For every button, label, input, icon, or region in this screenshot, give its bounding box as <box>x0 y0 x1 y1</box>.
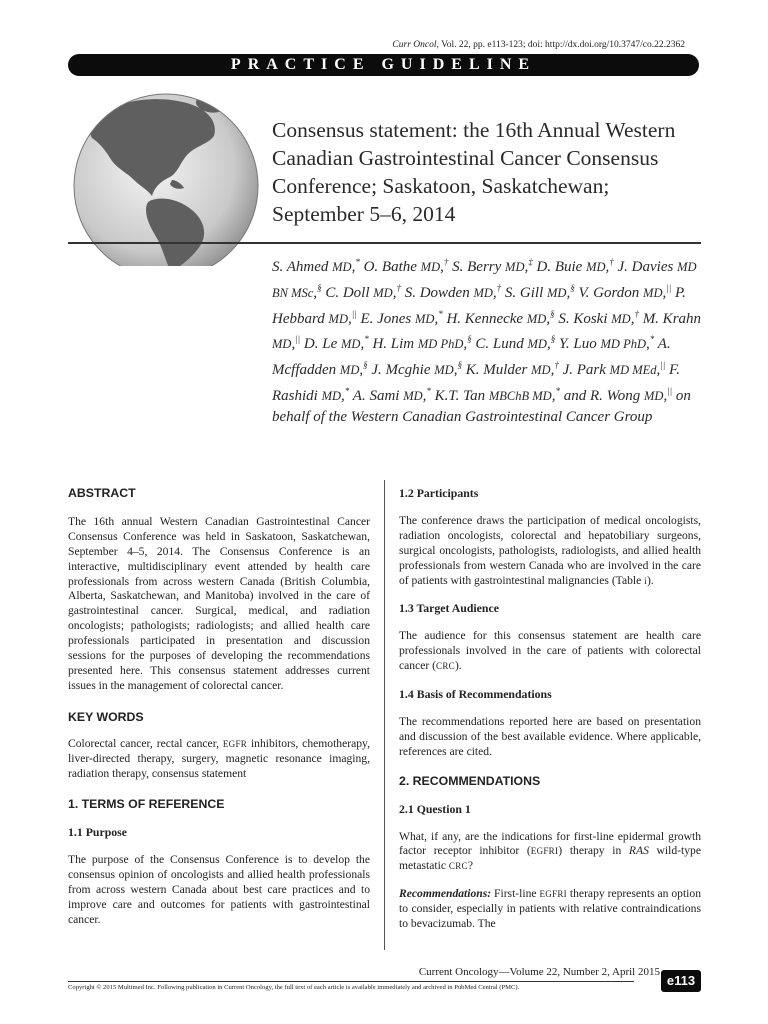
author-group-suffix: on behalf of the Western Canadian Gastrointestinal Cancer Group <box>272 387 691 425</box>
author-name: H. Lim <box>372 336 415 353</box>
affiliation-mark: § <box>550 308 555 319</box>
affiliation-mark: || <box>660 360 666 371</box>
affiliation-mark: ‡ <box>528 257 533 267</box>
author-degree: MD <box>527 337 547 352</box>
author-degree: MD <box>505 260 525 274</box>
affiliation-mark: * <box>438 308 443 319</box>
author-entry: S. Berry MD,‡ <box>452 257 533 275</box>
affiliation-mark: * <box>555 385 560 396</box>
author-degree: MD <box>272 337 292 352</box>
author-degree: MD <box>415 311 435 326</box>
practice-guideline-banner: PRACTICE GUIDELINE <box>68 54 699 76</box>
question-1-heading: 2.1 Question 1 <box>399 801 471 816</box>
author-degree: MD MEd <box>609 363 657 378</box>
left-column <box>68 486 370 928</box>
author-name: C. Lund <box>475 336 524 353</box>
journal-issue-line: Current Oncology—Volume 22, Number 2, April 2015 <box>418 966 660 978</box>
target-audience-heading: 1.3 Target Audience <box>399 601 499 616</box>
author-entry: A. Mcffadden MD,§ <box>272 336 671 379</box>
author-degree: MD <box>373 285 393 300</box>
author-entry: F. Rashidi MD,* <box>272 362 680 404</box>
author-entry: M. Krahn MD,|| <box>272 310 702 353</box>
author-degree: MD <box>526 311 547 326</box>
affiliation-mark: § <box>457 360 462 371</box>
author-separator: and <box>559 387 590 404</box>
affiliation-mark: § <box>550 334 556 345</box>
article-title: Consensus statement: the 16th Annual Western Canadian Gastrointestinal Cancer Consensus Conference; Saskatoon, Saskatchewan; September 5–6, 2014 <box>272 118 676 226</box>
affiliation-mark: † <box>396 282 401 293</box>
author-degree: MD <box>403 388 423 403</box>
author-entry: C. Lund MD,§ <box>475 334 556 353</box>
author-name: S. Koski <box>558 310 608 327</box>
right-column <box>399 486 701 932</box>
author-name: J. Davies <box>617 259 674 275</box>
author-entry: R. Wong MD,|| <box>589 385 673 404</box>
author-entry: K.T. Tan MBChB MD,* <box>434 385 560 404</box>
affiliation-mark: || <box>666 282 672 293</box>
citation-line: Curr Oncol, Vol. 22, pp. e113-123; doi: http://dx.doi.org/10.3747/co.22.2362 <box>392 40 685 50</box>
author-degree: MD <box>420 260 441 274</box>
participants-text: The conference draws the participation of medical oncologists, radiation oncologists, colorectal and hepatobiliary surgeons, surgical oncologists, pathologists, radiologists, and allied health professionals from western Canada who are involved in the care of patients with gastrointestinal malignancies (Table i). <box>399 513 701 587</box>
author-name: F. Rashidi <box>272 362 680 404</box>
author-degree: MD <box>321 388 342 403</box>
author-name: Y. Luo <box>558 336 597 353</box>
author-entry: Y. Luo MD PhD,* <box>558 334 655 353</box>
author-degree: MD <box>434 363 454 378</box>
author-entry: S. Gill MD,§ <box>504 282 575 301</box>
author-name: K. Mulder <box>465 362 528 379</box>
question-1-text: What, if any, are the indications for first-line epidermal growth factor receptor inhibitor (EGFRI) therapy in RAS wild-type metastatic CRC? <box>399 829 701 873</box>
author-degree: MD <box>328 311 348 326</box>
recommendation-text: Recommendations: First-line EGFRI therapy represents an option to consider, especially in patients with relative contraindications to bevacizumab. The <box>399 887 701 931</box>
affiliation-mark: * <box>426 385 431 396</box>
author-entry: V. Gordon MD,|| <box>578 282 672 301</box>
author-entry: J. Davies MD BN MSc,§ <box>272 259 697 301</box>
author-degree: MD PhD <box>417 337 464 352</box>
author-name: H. Kennecke <box>446 310 524 327</box>
author-name: J. Mcghie <box>371 362 431 379</box>
author-entry: C. Doll MD,† <box>325 282 401 301</box>
affiliation-mark: || <box>667 385 673 396</box>
footer-divider <box>68 981 634 982</box>
author-name: D. Buie <box>536 259 583 275</box>
author-name: S. Berry <box>452 259 502 275</box>
page-number-badge: e113 <box>661 970 701 992</box>
author-name: M. Krahn <box>642 310 702 327</box>
author-entry: D. Buie MD,† <box>536 257 614 275</box>
affiliation-mark: † <box>443 257 449 267</box>
affiliation-mark: || <box>351 308 357 319</box>
author-entry: S. Koski MD,† <box>558 308 639 327</box>
abstract-text: The 16th annual Western Canadian Gastrointestinal Cancer Consensus Conference was held in Saskatoon, Saskatchewan, September 4–5, 2014. The Consensus Conference is an interactive, multidisciplinary event attended by health care professionals from across western Canada (British Columbia, Alberta, Saskatchewan, and Manitoba) involved in the care of gastrointestinal cancer. Surgical, medical, and radiation oncologists; pathologists; radiologists; and allied health care professionals participated in presentation and discussion sessions for the purposes of developing the recommendations presented here. This consensus statement addresses current issues in the management of colorectal cancer. <box>68 514 370 692</box>
author-entry: A. Sami MD,* <box>352 385 431 404</box>
author-entry: H. Kennecke MD,§ <box>446 308 555 327</box>
affiliation-mark: § <box>467 334 472 345</box>
author-entry: P. Hebbard MD,|| <box>272 284 686 327</box>
author-name: J. Park <box>562 362 606 379</box>
author-degree: MD <box>531 363 551 378</box>
author-degree: MD <box>586 260 606 274</box>
author-name: E. Jones <box>360 310 412 327</box>
purpose-text: The purpose of the Consensus Conference is to develop the consensus opinion of oncologists and allied health professionals from across western Canada about best care practices and to improve care and outcomes for patients with gastrointestinal cancer. <box>68 853 370 926</box>
author-name: S. Dowden <box>404 284 470 301</box>
affiliation-mark: † <box>634 308 639 319</box>
keywords-heading: KEY WORDS <box>68 709 144 724</box>
author-name: D. Le <box>303 336 338 353</box>
target-audience-text: The audience for this consensus statement are health care professionals involved in the care of patients with colorectal cancer (CRC). <box>399 629 701 673</box>
author-degree: MD <box>332 260 352 274</box>
author-entry: J. Mcghie MD,§ <box>371 360 462 379</box>
author-degree: MD <box>341 337 361 352</box>
purpose-heading: 1.1 Purpose <box>68 825 127 840</box>
title-divider <box>68 242 701 244</box>
author-degree: MBChB MD <box>488 388 552 403</box>
author-degree: MD <box>643 388 664 403</box>
keywords-text: Colorectal cancer, rectal cancer, EGFR inhibitors, chemotherapy, liver-directed therapy, surgery, magnetic resonance imaging, radiation therapy, consensus statement <box>68 736 370 780</box>
globe-icon <box>68 88 264 266</box>
author-name: P. Hebbard <box>272 284 686 327</box>
column-divider <box>384 480 385 950</box>
affiliation-mark: * <box>364 334 369 345</box>
author-degree: MD <box>547 285 567 300</box>
author-degree: MD <box>339 363 360 378</box>
affiliation-mark: † <box>554 360 559 371</box>
author-entry: S. Ahmed MD,* <box>272 257 360 275</box>
author-entry: K. Mulder MD,† <box>465 360 559 379</box>
affiliation-mark: || <box>295 334 301 345</box>
affiliation-mark: § <box>317 282 322 293</box>
author-name: S. Gill <box>504 284 544 301</box>
copyright-notice: Copyright © 2015 Multimed Inc. Following publication in Current Oncology, the full text of each article is available immediately and archived in PubMed Central (PMC). <box>68 984 520 991</box>
author-degree: MD <box>611 311 631 326</box>
author-entry: J. Park MD MEd,|| <box>562 360 666 379</box>
affiliation-mark: † <box>609 257 614 267</box>
author-name: R. Wong <box>589 387 641 404</box>
author-name: K.T. Tan <box>434 387 486 404</box>
affiliation-mark: § <box>363 360 368 371</box>
affiliation-mark: * <box>649 334 655 345</box>
author-name: C. Doll <box>325 284 370 301</box>
author-entry: D. Le MD,* <box>303 334 369 353</box>
author-name: O. Bathe <box>363 259 417 275</box>
basis-text: The recommendations reported here are based on presentation and discussion of the best available evidence. Where applicable, references are cited. <box>399 714 701 758</box>
abstract-heading: ABSTRACT <box>68 486 136 500</box>
author-entry: H. Lim MD PhD,§ <box>372 334 472 353</box>
author-degree: MD BN MSc <box>272 260 697 300</box>
author-name: A. Sami <box>352 387 400 404</box>
recommendations-heading: 2. RECOMMENDATIONS <box>399 773 541 788</box>
author-name: V. Gordon <box>578 284 640 301</box>
author-list <box>272 252 702 428</box>
author-entry: O. Bathe MD,† <box>363 257 449 275</box>
author-degree: MD <box>473 285 493 300</box>
author-entry: E. Jones MD,* <box>360 308 443 327</box>
affiliation-mark: * <box>355 257 360 267</box>
basis-heading: 1.4 Basis of Recommendations <box>399 687 552 702</box>
affiliation-mark: † <box>496 282 502 293</box>
affiliation-mark: § <box>570 282 575 293</box>
affiliation-mark: * <box>344 385 350 396</box>
author-entry: S. Dowden MD,† <box>404 282 502 301</box>
author-degree: MD <box>643 285 663 300</box>
globe-illustration <box>68 88 264 266</box>
author-name: A. Mcffadden <box>272 336 671 379</box>
author-name: S. Ahmed <box>272 259 329 275</box>
terms-of-reference-heading: 1. TERMS OF REFERENCE <box>68 797 225 812</box>
participants-heading: 1.2 Participants <box>399 486 479 500</box>
author-degree: MD PhD <box>600 337 646 352</box>
